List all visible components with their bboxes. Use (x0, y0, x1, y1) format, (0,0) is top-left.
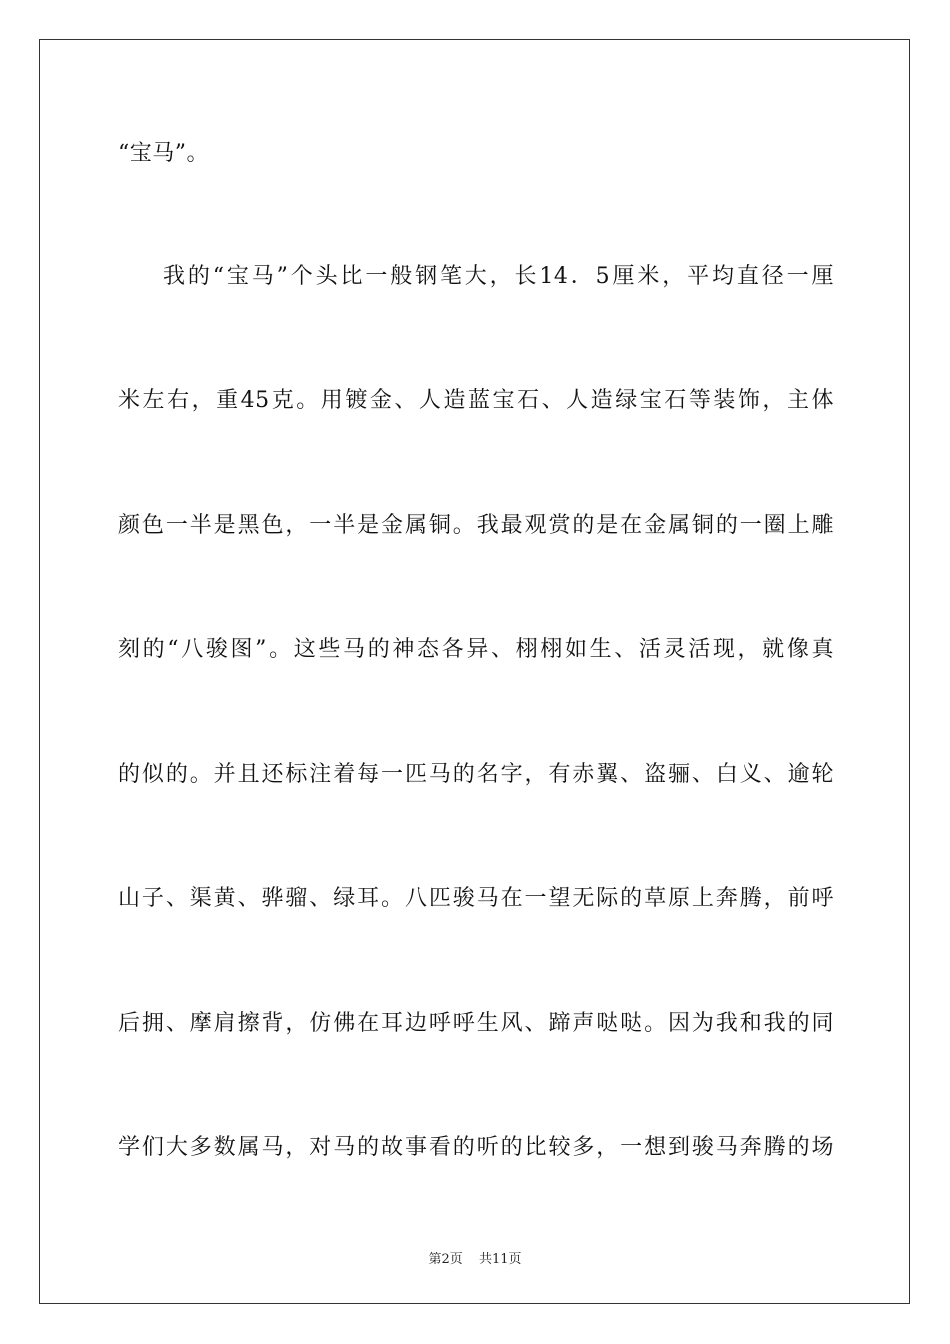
page-footer (0, 1248, 950, 1267)
page-total: 共11页 (478, 1252, 522, 1267)
text-line-4: 颜色一半是黑色，一半是金属铜。我最观赏的是在金属铜的一圈上雕 (118, 513, 834, 538)
text-line-5: 刻的“八骏图”。这些马的神态各异、栩栩如生、活灵活现，就像真 (118, 637, 834, 662)
text-line-3: 米左右，重45克。用镀金、人造蓝宝石、人造绿宝石等装饰，主体 (118, 388, 834, 413)
text-line-6: 的似的。并且还标注着每一匹马的名字，有赤翼、盗骊、白义、逾轮 (118, 762, 834, 787)
page-border (39, 39, 910, 1304)
text-line-7: 山子、渠黄、骅骝、绿耳。八匹骏马在一望无际的草原上奔腾，前呼 (118, 886, 834, 911)
text-line-2: 我的“宝马”个头比一般钢笔大，长14．5厘米，平均直径一厘 (163, 264, 834, 289)
text-line-8: 后拥、摩肩擦背，仿佛在耳边呼呼生风、蹄声哒哒。因为我和我的同 (118, 1011, 834, 1036)
text-line-1: “宝马”。 (118, 141, 209, 166)
page-number: 第2页 (428, 1252, 463, 1267)
text-line-9: 学们大多数属马，对马的故事看的听的比较多，一想到骏马奔腾的场 (118, 1135, 834, 1160)
